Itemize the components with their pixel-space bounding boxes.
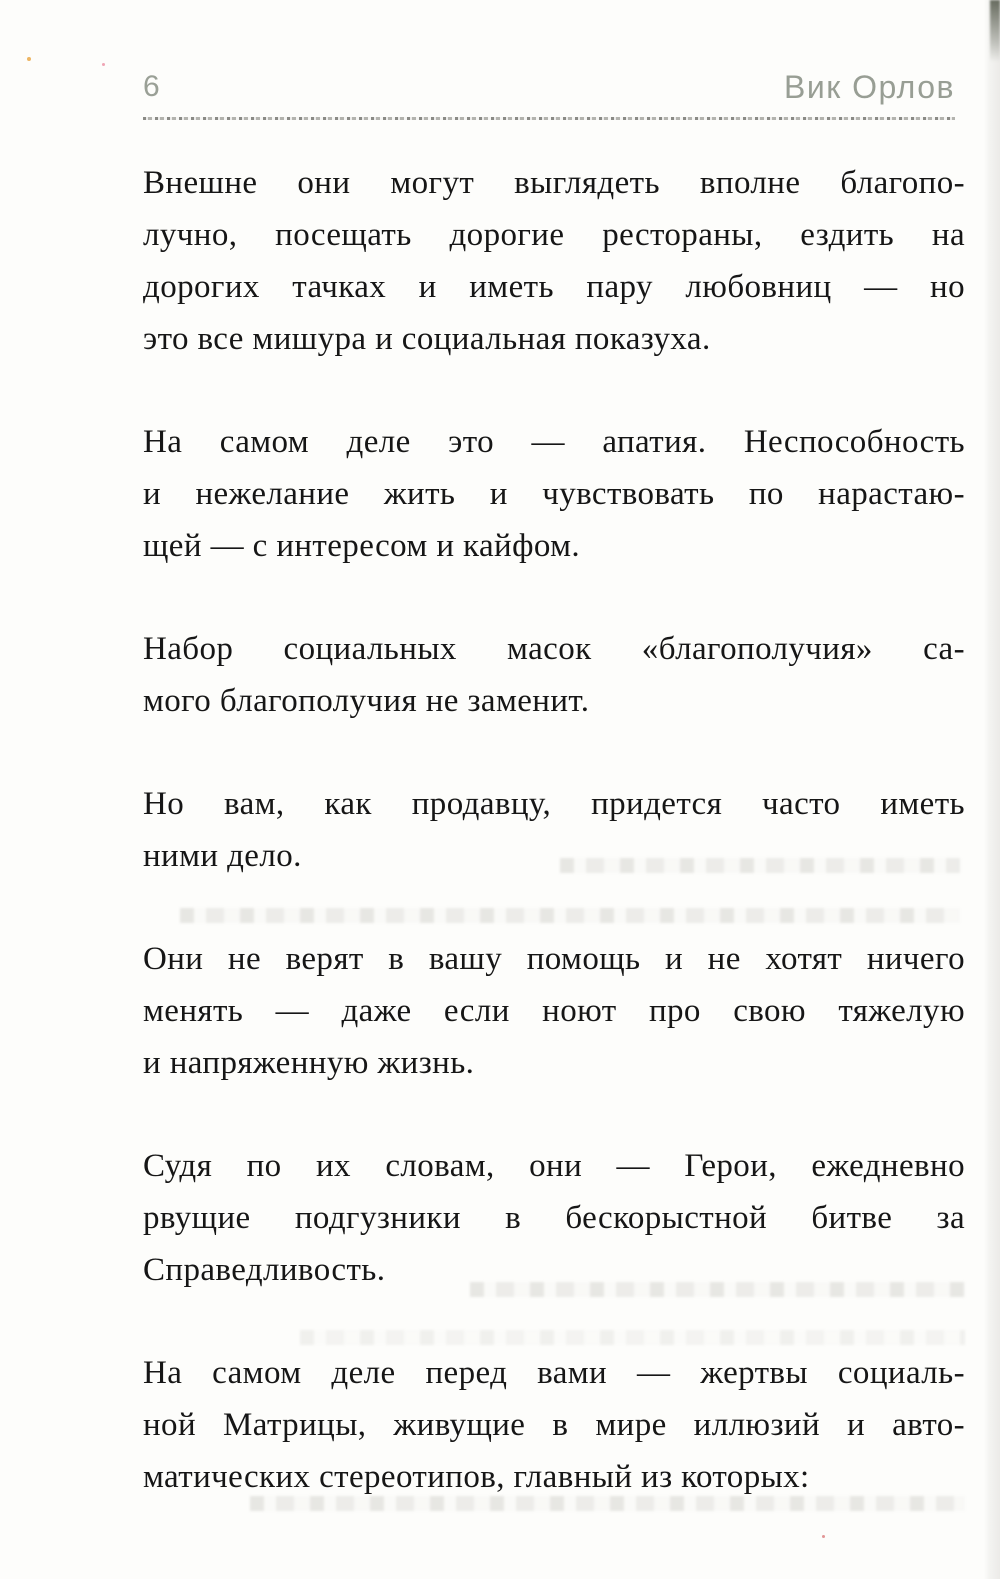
text-line: и напряженную жизнь.	[143, 1045, 475, 1081]
text-line: Но вам, как продавцу, придется часто иметь	[143, 786, 965, 822]
paragraph	[143, 1347, 965, 1503]
text-line: Набор социальных масок «благополучия» са-	[143, 631, 965, 667]
scan-speck	[27, 57, 31, 61]
paragraph	[143, 416, 965, 572]
text-line: дорогих тачках и иметь пару любовниц — но	[143, 269, 965, 305]
text-line: Внешне они могут выглядеть вполне благопо-	[143, 165, 965, 201]
page-body-text	[143, 157, 965, 1554]
page-number: 6	[143, 70, 160, 103]
page-edge-shadow	[984, 0, 1000, 1579]
paragraph	[143, 623, 965, 727]
paragraph	[143, 933, 965, 1089]
text-line: Справедливость.	[143, 1252, 386, 1288]
text-line: щей — с интересом и кайфом.	[143, 528, 581, 564]
scan-smudge	[990, 0, 1000, 62]
text-line: менять — даже если ноют про свою тяжелую	[143, 993, 965, 1029]
running-head-author: Вик Орлов	[783, 69, 955, 105]
header-rule	[143, 117, 955, 120]
text-line: матических стереотипов, главный из которых:	[143, 1459, 810, 1495]
text-line: Они не верят в вашу помощь и не хотят ничего	[143, 941, 965, 977]
text-line: ной Матрицы, живущие в мире иллюзий и авто-	[143, 1407, 965, 1443]
text-line: мого благополучия не заменит.	[143, 683, 590, 719]
scan-speck	[822, 1535, 825, 1538]
scan-speck	[102, 63, 105, 66]
paragraph	[143, 778, 965, 882]
text-line: лучно, посещать дорогие рестораны, ездить на	[143, 217, 965, 253]
text-line: Судя по их словам, они — Герои, ежедневно	[143, 1148, 965, 1184]
text-line: и нежелание жить и чувствовать по нарастаю-	[143, 476, 965, 512]
text-line: ними дело.	[143, 838, 302, 874]
paragraph	[143, 1140, 965, 1296]
text-line: На самом деле перед вами — жертвы социаль-	[143, 1355, 965, 1391]
text-line: это все мишура и социальная показуха.	[143, 321, 711, 357]
text-line: На самом деле это — апатия. Неспособность	[143, 424, 965, 460]
paragraph	[143, 157, 965, 365]
text-line: рвущие подгузники в бескорыстной битве за	[143, 1200, 965, 1236]
